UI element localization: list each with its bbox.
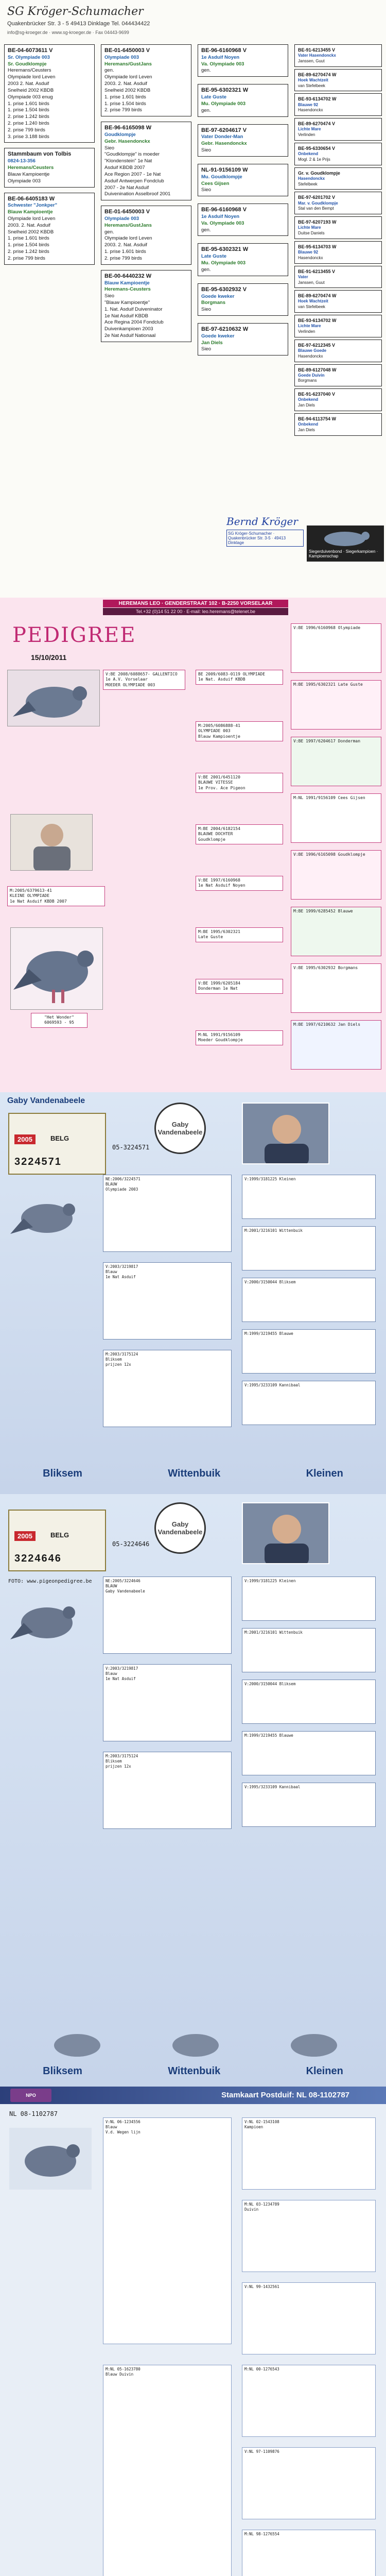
pigeon-results (201, 307, 285, 313)
result-line: Snelheid 2002 KBDB (104, 87, 151, 93)
pedigree-card (101, 44, 191, 116)
pigeon-owner: Mogl. 2 & 1e Prijs (298, 157, 330, 162)
pigeon-name: Lichte Mare (298, 324, 321, 329)
pedigree-card-small (294, 93, 382, 116)
stamkaart-ring: NL 08-1102787 (9, 2110, 58, 2117)
pigeon-name: Sr. Olympiade 003 (8, 54, 50, 60)
pigeon-owner: van Stefelbeek (298, 83, 325, 88)
pedigree-ancestor-card: BE 2009/6083-0119 OLYMPIADE 1e Nat. Asduif KBDB (196, 670, 283, 685)
result-line: gen. (201, 266, 211, 273)
pedigree-card: V:NL 06-1234556 Blauw V.d. Wegen lijn (103, 2117, 232, 2344)
bottom-label-kleinen: Kleinen (306, 1467, 343, 1479)
kroger-pedigree-sheet (0, 0, 386, 598)
pedigree-center-card: V:BE 2008/6088657- GALLENTICO 1e A.V. Vorselaar MOEDER OLYMPIADE 003 (103, 670, 185, 690)
kroger-generation-4 (294, 44, 382, 436)
pigeon-results (8, 216, 91, 262)
stamkaart-title: Stamkaart Postduif: NL 08-1102787 (221, 2091, 350, 2099)
ring-number: BE-00-6440232 W (104, 273, 152, 279)
pigeon-owner: Cees Gijsen (201, 180, 230, 187)
ring-number: BE-97-6204617 V (201, 127, 247, 133)
result-line: Duivenination Asselbroof 2001 (104, 191, 171, 197)
ring-card-1 (8, 1113, 106, 1175)
result-line: gen. (201, 107, 211, 113)
pigeon-owner: Janssen, Guut (298, 280, 325, 285)
pedigree-card (101, 270, 191, 342)
ring-number: BE-06-6405183 W (8, 195, 55, 202)
kroger-address: Quakenbrücker Str. 3 - 5 49413 Dinklage Tel. 044434422 (7, 21, 150, 27)
pigeon-owner: Verlinden (298, 329, 315, 334)
gaby-code-1: 05-3224571 (112, 1144, 150, 1151)
pigeon-name: 1e Asduif Noyen (201, 54, 240, 60)
pigeon-results (104, 293, 188, 340)
ring-number: BE-97-6207193 W (298, 219, 337, 225)
pedigree-card-small (294, 290, 382, 313)
ring-number: NL-91-9156109 W (201, 166, 248, 173)
result-line: Olympiade lord Leven (104, 74, 152, 80)
result-line: Blauw Kampioentje (8, 171, 50, 177)
heremans-pedigree (0, 598, 386, 1092)
ring-number: BE-95-6302321 W (201, 87, 249, 94)
pigeon-logo-icon (309, 528, 381, 548)
gaby-pedigree-1 (0, 1092, 386, 1494)
pigeon-owner: Heremans/GustJans (104, 61, 152, 67)
pigeon-photo-gaby-1 (8, 1190, 85, 1242)
pedigree-ancestor-card: V:BE 2001/6451120 BLAUWE VITESSE 1e Prov. Ace Pigeon (196, 773, 283, 793)
pigeon-name: Hoek Wachtzeit (298, 77, 328, 82)
result-line: gen. (104, 67, 114, 74)
result-line: gen. (104, 229, 114, 235)
pedigree-card: M:2001/3216101 Wittenbuik (242, 1226, 376, 1270)
ring-number: BE-04-6073611 V (8, 47, 53, 54)
result-line: Snelheid 2002 KBDB (8, 87, 54, 93)
pedigree-card-small (294, 413, 382, 436)
pigeon-name: Vater (298, 274, 308, 279)
result-line: 2. prise 799 birds (104, 255, 142, 261)
ring-number: BE-93-6134702 W (298, 96, 337, 102)
pedigree-card-small (294, 143, 382, 165)
bottom-label-kleinen: Kleinen (306, 2065, 343, 2077)
pedigree-ancestor-card: M:2005/6086888-41 OLYMPIADE 003 Blauw Kampioentje (196, 721, 283, 741)
pedigree-greatgrand-card: M:BE 1997/6210632 Jan Diels (291, 1020, 381, 1070)
pedigree-note-card: M:2005/6379613-41 KLEINE OLYMPIADE 1e Nat Asduif KBDB 2007 (7, 886, 105, 906)
pedigree-card-small (294, 364, 382, 387)
ring-number: Gr. v. Goudklompje (298, 170, 340, 176)
pedigree-card (101, 206, 191, 265)
result-line: Snelheid 2002 KBDB (8, 229, 54, 235)
gaby-logo-2: Gaby Vandenabeele (154, 1502, 206, 1554)
pedigree-card: M:2003/3175124 Bliksem prijzen 12x (103, 1752, 232, 1829)
result-line: 1. prise 1.504 birds (8, 242, 49, 248)
bottom-label-bliksem: Bliksem (43, 1467, 82, 1479)
pigeon-name: Goede Duivin (298, 372, 325, 378)
kroger-title: SG Kröger-Schumacher (7, 5, 144, 18)
pigeon-name: Blauwe 92 (298, 102, 319, 107)
ring-number: BE-89-6270474 W (298, 72, 337, 77)
pigeon-name: Onbekend (298, 151, 319, 157)
ring-number: BE-89-6127048 W (298, 367, 337, 372)
pedigree-card-small (294, 44, 382, 67)
result-line: Sieo (104, 293, 115, 299)
pedigree-topbar-contact: Tel.+32 (0)14 51 22 00 · E-mail: leo.heremans@telenet.be (103, 608, 288, 615)
pedigree-card-small (294, 118, 382, 141)
pigeon-results (8, 67, 91, 140)
ring-number: BE-89-6270474 W (298, 293, 337, 299)
result-line: 1e Nat Asduif KBDB (104, 313, 149, 319)
pedigree-card: M:NL 98-1276554 (242, 2530, 376, 2576)
pigeon-owner: Mu. Olympiade 003 (201, 260, 246, 266)
kroger-badge (307, 526, 384, 562)
pedigree-card: V:1995/3233109 Kannibaal (242, 1783, 376, 1827)
pigeon-name: Late Guste (201, 253, 227, 260)
result-line: 2007 - 2e Nat Asduif (104, 184, 149, 191)
pigeon-name: Goudklompje (104, 132, 136, 138)
pigeon-owner: Janssen, Guut (298, 58, 325, 63)
pigeon-owner: Stal van den Bempt (298, 206, 334, 211)
pedigree-card: M:1999/3219455 Blauwe (242, 1731, 376, 1775)
result-line: 2003 2. Nat. Asduif (8, 81, 49, 87)
pigeon-name: Lichte Mare (298, 225, 321, 230)
gaby-2-bottom-labels (0, 2061, 386, 2081)
pedigree-greatgrand-card: M:BE 1995/6302321 Late Guste (291, 680, 381, 730)
pigeon-name: Mu. Goudklompje (201, 174, 242, 180)
result-line: Olympiade 003 enug (8, 94, 53, 100)
pedigree-card: V:NL 97-1109876 (242, 2447, 376, 2519)
pedigree-greatgrand-card: M:NL 1991/9156109 Cees Gijsen (291, 793, 381, 843)
pigeon-owner: Gebr. Hasendonckx (201, 141, 247, 147)
pedigree-card (4, 148, 95, 187)
pigeon-owner: Borgmans (298, 378, 317, 383)
pedigree-topbar: HEREMANS LEO · GENDERSTRAAT 102 · B-2250 VORSELAAR (103, 600, 288, 607)
bottom-label-wittenbuik: Wittenbuik (168, 2065, 221, 2077)
pigeon-name: Olympiade 003 (104, 215, 139, 222)
pigeon-owner: Heremans/Ceusters (8, 165, 54, 171)
ring-number: BE-01-6450003 V (104, 209, 150, 215)
pigeon-name: Olympiade 003 (104, 54, 139, 60)
pigeon-owner: Gebr. Hasendonckx (104, 138, 150, 144)
pigeon-results (8, 172, 91, 185)
pigeon-owner: Jan Diels (298, 403, 315, 408)
pigeon-name: Schwester "Jonkper" (8, 202, 58, 209)
result-line: Sieo (201, 187, 212, 193)
pedigree-card (198, 124, 288, 157)
pedigree-card-small (294, 69, 382, 92)
ring-number: 3224646 (14, 1553, 62, 1564)
result-line: Olympiade lord Leven (8, 215, 56, 222)
pedigree-card (4, 193, 95, 265)
pedigree-card: M:NL 00-1276543 (242, 2365, 376, 2437)
kroger-generation-3 (198, 44, 288, 355)
result-line: gen. (201, 227, 211, 233)
pigeon-name: Blauw Kampioentje (104, 280, 150, 286)
pigeon-name: Onbekend (298, 397, 319, 402)
pigeon-strip-icons (31, 2025, 360, 2061)
pigeon-name: Vater Donder-Man (201, 134, 243, 140)
ring-number: BE-94-6113754 W (298, 416, 337, 422)
pedigree-card-small (294, 241, 382, 264)
pigeon-name: Lichte Mare (298, 127, 321, 132)
pigeon-owner: Hasendonckx (298, 255, 323, 260)
ring-number: BE-91-6237040 V (298, 392, 336, 397)
ring-number: BE-96-6165098 W (104, 125, 152, 131)
pigeon-name: Hoek Wachtzeit (298, 299, 328, 304)
pedigree-greatgrand-card: V:BE 1997/6204617 Donderman (291, 737, 381, 786)
pigeon-owner: Va. Olympiade 003 (201, 220, 244, 226)
pedigree-card-small (294, 266, 382, 289)
kroger-stamp-text: SG Kröger-Schumacher · Quakenbrücker Str. 3-5 · 49413 Dinklage (226, 530, 304, 547)
kroger-contact: info@sg-kroeger.de · www.sg-kroeger.de · Fax 04443-9699 (7, 30, 129, 35)
ring-year: 2005 (14, 1134, 36, 1144)
ring-number: BE-95-6302321 W (201, 246, 249, 253)
pedigree-title: PEDIGREE (12, 623, 136, 647)
pigeon-photo-stamkaart (9, 2128, 92, 2190)
pedigree-card (198, 204, 288, 236)
result-line: 3. prise 3.188 birds (8, 133, 49, 140)
ring-number: BE-97-6212345 V (298, 342, 336, 348)
pedigree-card-small (294, 388, 382, 411)
ring-number: Stammbaum von Tolbis (8, 151, 72, 158)
pigeon-name: Blauwe Goede (298, 348, 327, 353)
result-line: 1. prise 1.601 birds (8, 100, 49, 107)
pedigree-ancestor-card: M:NL 1991/9156109 Moeder Goudklompje (196, 1030, 283, 1045)
result-line: Ace Regina 2004 Fondclub (104, 319, 164, 326)
pedigree-ancestor-card: V:BE 1999/6205184 Donderman 1e Nat (196, 979, 283, 994)
bottom-label-bliksem: Bliksem (43, 2065, 82, 2077)
result-line: 2. prise 799 birds (8, 127, 45, 133)
pedigree-breeder-photo (10, 814, 93, 871)
pedigree-date: 15/10/2011 (31, 653, 67, 662)
result-line: 2. prise 1.240 birds (8, 120, 49, 126)
result-line: 1. prise 1.504 birds (8, 107, 49, 113)
pedigree-card-small (294, 192, 382, 214)
ring-number: BE-95-6302932 V (201, 286, 247, 293)
result-line: 2003. 2. Nat. Asduif (104, 81, 147, 87)
pigeon-results (201, 67, 285, 74)
pigeon-results (104, 229, 188, 262)
pedigree-card: M:2001/3216101 Wittenbuik (242, 1628, 376, 1672)
gaby-portrait-1 (242, 1103, 329, 1164)
gaby-pedigree-2 (0, 1494, 386, 2087)
pedigree-card: V:2000/3150044 Bliksem (242, 1680, 376, 1724)
ring-number: BE-97-6210632 W (201, 326, 249, 332)
pedigree-greatgrand-card: M:BE 1999/6285452 Blauwe (291, 907, 381, 956)
ring-year: 2005 (14, 1531, 36, 1541)
result-line: Sieo (201, 147, 212, 154)
pigeon-owner: van Stefelbeek (298, 304, 325, 310)
pigeon-name: Vater Hasendonckx (298, 53, 336, 58)
result-line: "Blauw Kampioentje" (104, 299, 150, 306)
pigeon-name: Goede kweker (201, 293, 235, 299)
pigeon-owner: Borgmans (201, 300, 225, 306)
bottom-label-wittenbuik: Wittenbuik (168, 1467, 221, 1479)
result-line: Heremans/Ceusters (8, 67, 51, 74)
ring-number: BE-91-6213455 V (298, 47, 336, 53)
pigeon-owner: Jan Diels (201, 340, 223, 346)
pigeon-results (201, 147, 285, 154)
ring-country: BELG (50, 1531, 69, 1539)
pedigree-card-small (294, 315, 382, 337)
pedigree-card: V:2000/3150044 Bliksem (242, 1278, 376, 1322)
pedigree-card: M:NL 05-1623780 Blauw Duivin (103, 2365, 232, 2576)
pedigree-card (198, 323, 288, 355)
pedigree-greatgrand-card: V:BE 1996/6165098 Goudklompje (291, 850, 381, 900)
kroger-stamp (226, 515, 304, 562)
gaby-owner-name: Gaby Vandenabeele (7, 1096, 85, 1105)
result-line: 2. prise 799 birds (8, 255, 45, 261)
pigeon-name: 1e Asduif Noyen (201, 213, 240, 219)
result-line: "Goudklompje" is moeder (104, 151, 160, 158)
result-line: Asduif Antwerpen Fondclub (104, 178, 164, 184)
pigeon-owner: Stefelbeek (298, 181, 318, 187)
pedigree-card: V:1999/3181225 Kleinen (242, 1577, 376, 1621)
pigeon-results (104, 145, 188, 198)
stamkaart-sheet (0, 2087, 386, 2576)
ring-number: BE-01-6450003 V (104, 47, 150, 54)
pedigree-card (198, 84, 288, 116)
ring-number: BE-95-6330654 V (298, 145, 336, 151)
pigeon-photo-wonder (10, 927, 103, 1010)
pigeon-owner: Duitse Daniels (298, 231, 325, 236)
photo-caption: FOTO: www.pigeonpedigree.be (8, 1579, 92, 1584)
result-line: Olympiade lord Leven (104, 235, 152, 242)
pigeon-name: Mar. v. Goudklompje (298, 200, 338, 206)
pigeon-owner: Va. Olympiade 003 (201, 61, 244, 67)
pedigree-card-small (294, 216, 382, 239)
ring-number: BE-96-6160968 V (201, 207, 247, 213)
pedigree-ancestor-card: M:BE 1995/6302321 Late Guste (196, 927, 283, 942)
pigeon-owner: Hasendonckx (298, 108, 323, 113)
result-line: Sieo (201, 346, 212, 352)
kroger-signature: Bernd Kröger (226, 515, 298, 528)
pigeon-name: Onbekend (298, 422, 319, 427)
result-line: 2. prise 799 birds (104, 107, 142, 113)
pedigree-card: NE:2006/3224571 BLAUW Olympiade 2003 (103, 1175, 232, 1252)
pigeon-owner: Jan Diels (298, 427, 315, 432)
kroger-generation-1 (4, 44, 95, 265)
result-line: Duivenkampioen 2003 (104, 326, 153, 332)
result-line: 1. prise 1.504 birds (104, 100, 146, 107)
pigeon-results (201, 267, 285, 274)
pedigree-card: V:NL 02-1543108 Kampioen (242, 2117, 376, 2190)
gaby-logo-1: Gaby Vandenabeele (154, 1103, 206, 1154)
result-line: Sieo (201, 307, 212, 313)
pedigree-card: V:NL 99-1432561 (242, 2282, 376, 2354)
result-line: 2003. 2. Nat. Asduif (104, 242, 147, 248)
result-line: Olympiade lord Leven (8, 74, 56, 80)
pedigree-card (4, 44, 95, 143)
pigeon-owner: Hasendonckx (298, 353, 323, 359)
result-line: Asduif KBDB 2007 (104, 165, 145, 171)
result-line: 1. Nat. Asduif Duiveninator (104, 306, 163, 312)
pigeon-photo-gaby-2 (8, 1592, 85, 1649)
result-line: 1. prise 1.601 birds (8, 235, 49, 242)
pedigree-card-small (294, 340, 382, 362)
pedigree-card (101, 122, 191, 200)
gaby-code-2: 05-3224646 (112, 1540, 150, 1548)
pigeon-name: Blauwe 92 (298, 250, 319, 255)
pigeon-wonder-label: "Het Wonder" 6069593 - 95 (31, 1013, 87, 1028)
pedigree-ancestor-card: V:BE 1997/6160968 1e Nat Asduif Noyen (196, 876, 283, 891)
gaby-1-bottom-labels (0, 1463, 386, 1484)
pigeon-name: 0824-13-356 (8, 158, 36, 164)
pedigree-card (198, 243, 288, 276)
result-line: Ace Region 2007 - 1e Nat (104, 171, 161, 177)
result-line: 1. prise 1.601 birds (104, 249, 146, 255)
pedigree-ancestor-card: M:BE 2004/6182154 BLAUWE DOCHTER Goudklompje (196, 824, 283, 844)
pedigree-card: V:2003/3219817 Blauw 1e Nat Asduif (103, 1262, 232, 1340)
pigeon-name: Goede kweker (201, 333, 235, 339)
pigeon-owner: Blauw Kampioentje (8, 209, 53, 215)
ring-number: BE-89-6270474 V (298, 121, 336, 127)
pedigree-card (198, 283, 288, 316)
pedigree-card: V:1999/3181225 Kleinen (242, 1175, 376, 1219)
ring-country: BELG (50, 1134, 69, 1142)
ring-number: BE-91-6213455 V (298, 268, 336, 274)
ring-number: BE-95-6134703 W (298, 244, 337, 249)
result-line: gen. (201, 67, 211, 74)
pedigree-card: V:2003/3219817 Blauw 1e Nat Asduif (103, 1664, 232, 1741)
gaby-portrait-2 (242, 1502, 329, 1564)
kroger-badge-text: Siegerduivenbond · Siegerkampioen · Kampioenschap (309, 549, 378, 558)
pigeon-results (104, 67, 188, 114)
pigeon-results (201, 108, 285, 114)
pigeon-owner: Mu. Olympiade 003 (201, 100, 246, 107)
pigeon-owner: Heremans-Ceusters (104, 286, 151, 293)
pigeon-owner: Heremans/GustJans (104, 222, 152, 228)
npo-logo: NPO (10, 2089, 51, 2102)
ring-number: BE-93-6134702 W (298, 318, 337, 324)
result-line: "Klondenstein" 1e Nat (104, 158, 152, 164)
pedigree-card: M:2003/3175124 Bliksem prijzen 12x (103, 1350, 232, 1427)
pigeon-results (201, 346, 285, 353)
pigeon-name: Late Guste (201, 94, 227, 100)
pedigree-greatgrand-card: V:BE 1995/6302932 Borgmans (291, 963, 381, 1013)
pedigree-card: M:1999/3219455 Blauwe (242, 1329, 376, 1374)
result-line: 2003. 2. Nat. Asduif (8, 222, 50, 228)
pigeon-name: Hasendonckx (298, 176, 325, 181)
pedigree-card (198, 164, 288, 196)
pedigree-card: M:NL 03-1234789 Duivin (242, 2200, 376, 2272)
pigeon-results (201, 187, 285, 194)
pedigree-card-small (294, 167, 382, 190)
pigeon-owner: Verlinden (298, 132, 315, 138)
pedigree-card (198, 44, 288, 77)
ring-number: BE-96-6160968 V (201, 47, 247, 54)
pedigree-card: V:1995/3233109 Kannibaal (242, 1381, 376, 1425)
result-line: 2e Nat Asduif Nationaal (104, 333, 156, 338)
pedigree-greatgrand-card: V:BE 1996/6160968 Olympiade (291, 623, 381, 673)
ring-card-2 (8, 1510, 106, 1571)
pedigree-card: NE:2005/3224646 BLAUW Gaby Vandenabeele (103, 1577, 232, 1654)
result-line: 2. prise 1.242 birds (8, 249, 49, 255)
pigeon-owner: Sr. Goudklompje (8, 61, 47, 67)
pigeon-results (201, 227, 285, 234)
result-line: 1. prise 1.601 birds (104, 94, 146, 100)
result-line: 2. prise 1.242 birds (8, 114, 49, 120)
result-line: Olympiade 003 (8, 178, 41, 184)
result-line: Sieo (104, 145, 115, 151)
pigeon-photo-1 (7, 670, 100, 726)
kroger-generation-2 (101, 44, 191, 342)
ring-number: BE-97-6201702 V (298, 195, 336, 200)
ring-number: 3224571 (14, 1156, 62, 1167)
